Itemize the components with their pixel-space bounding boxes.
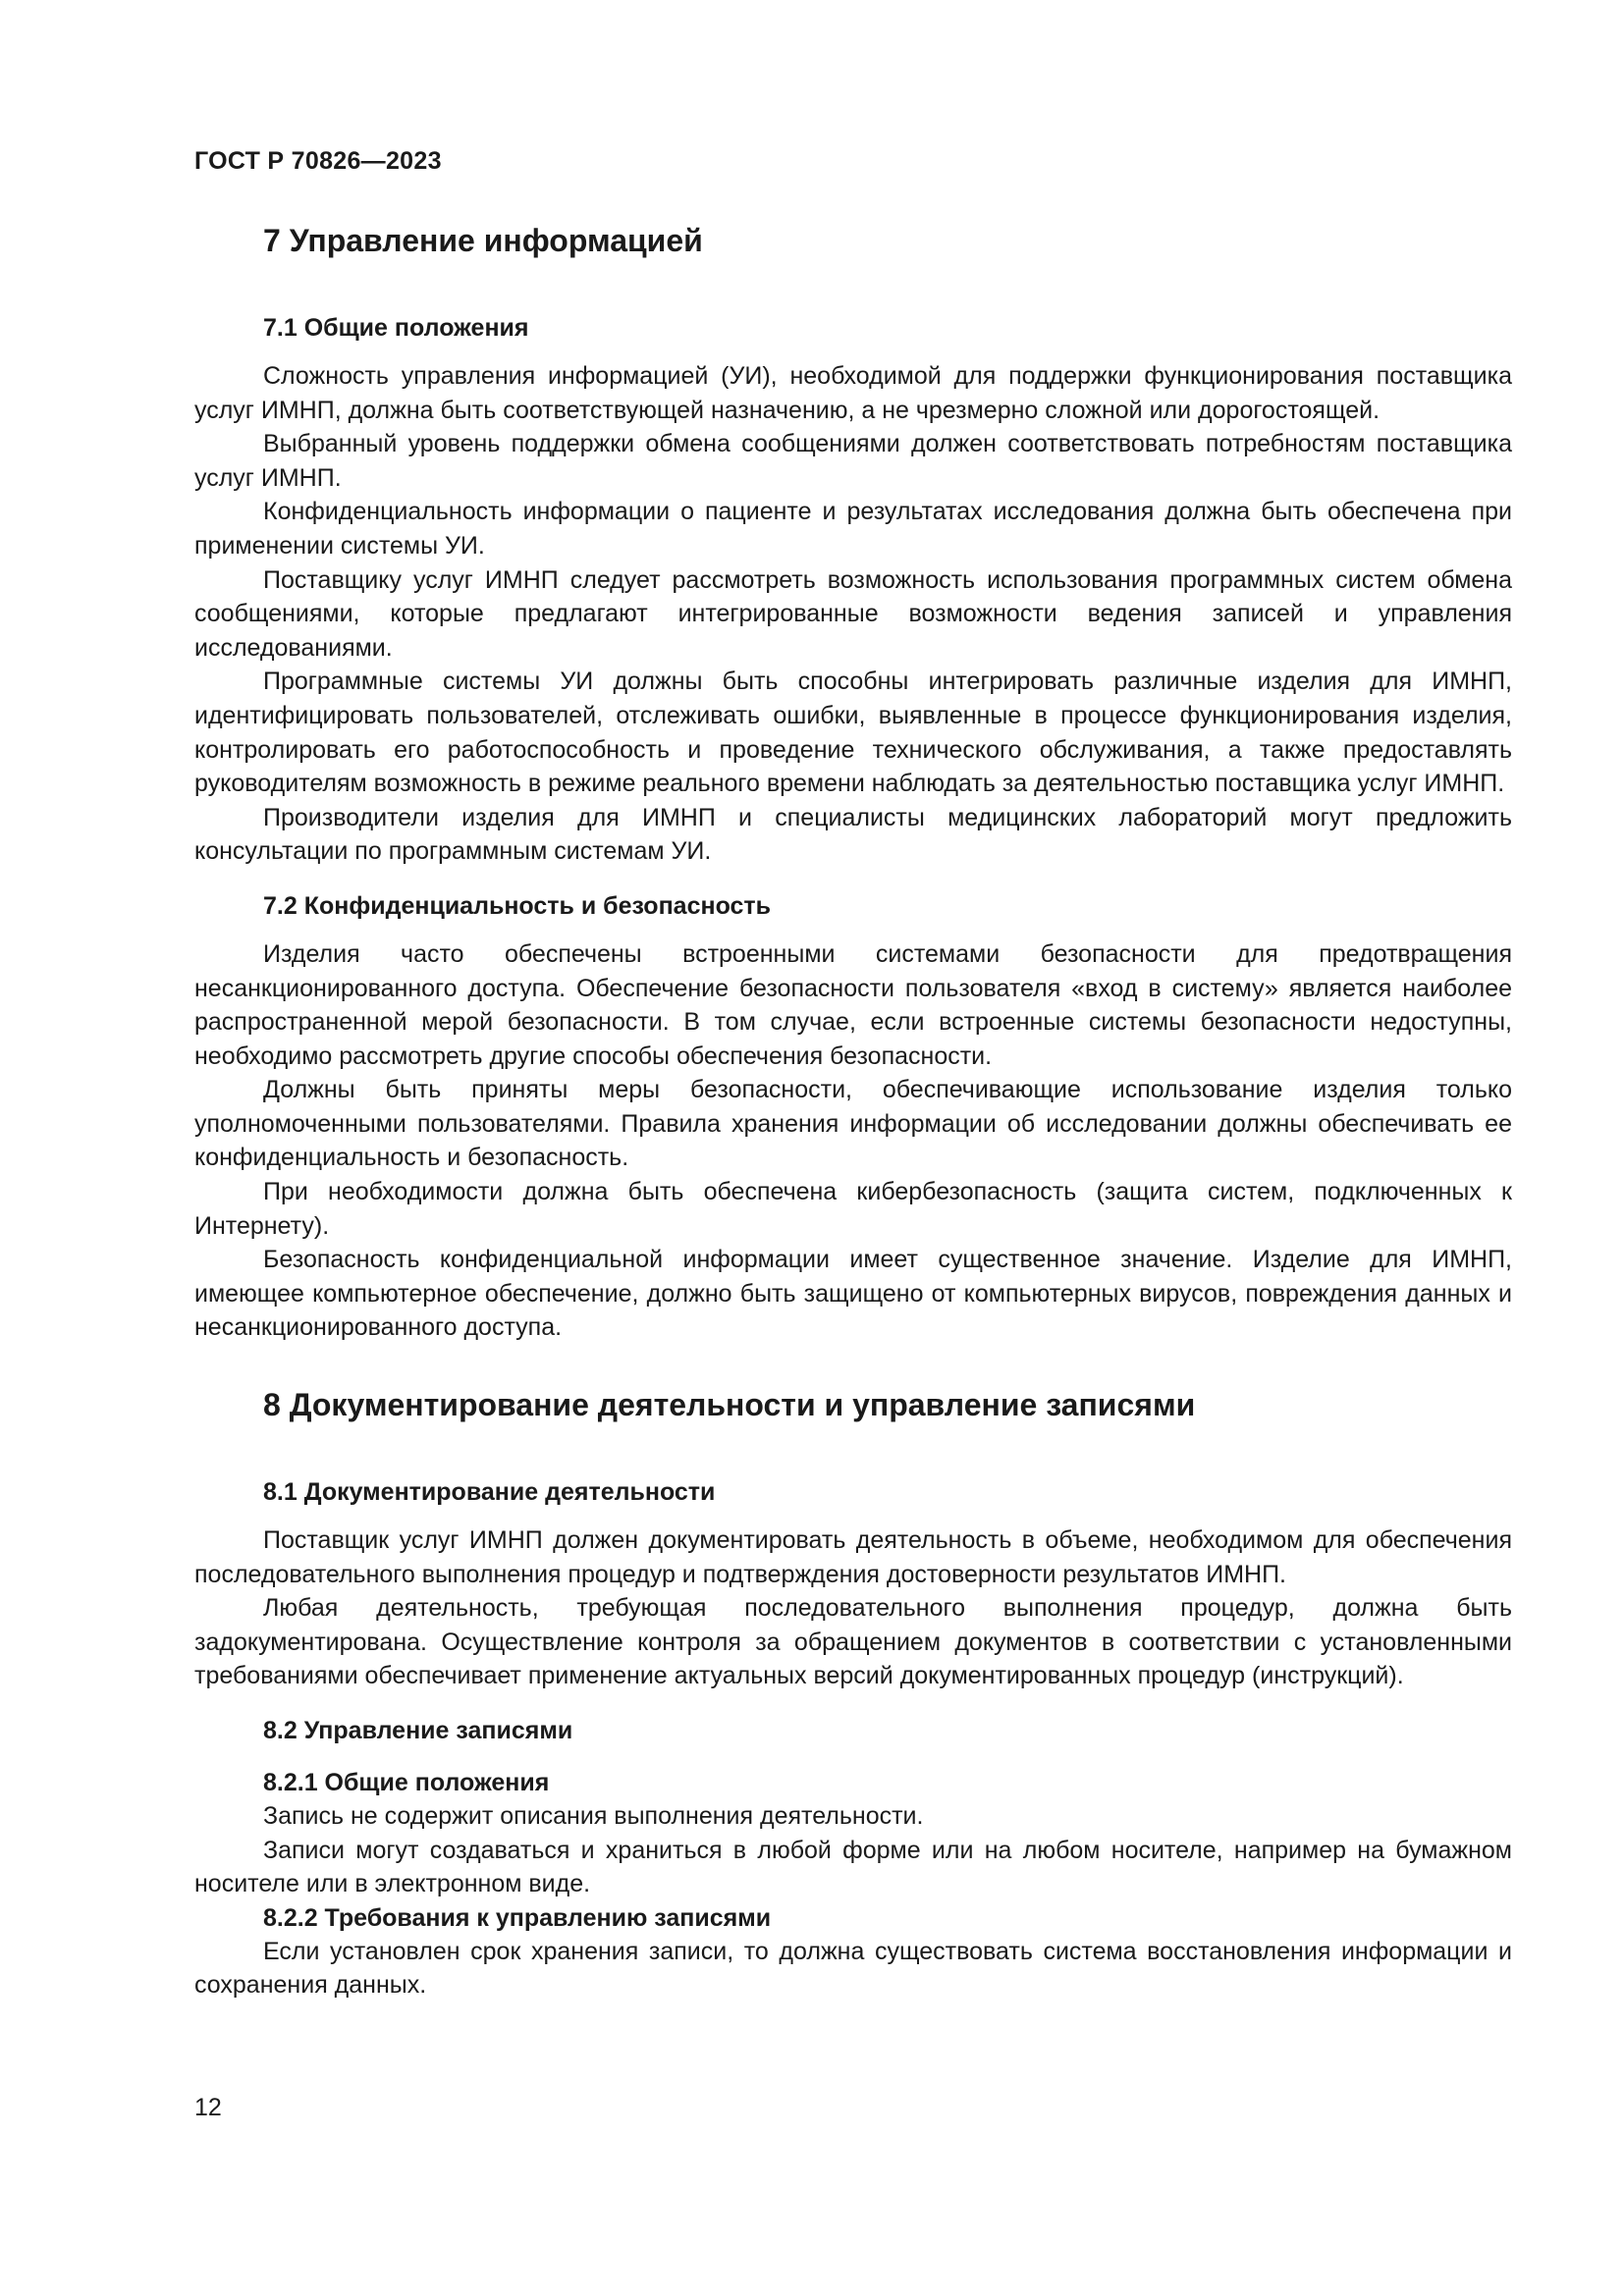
paragraph: Если установлен срок хранения записи, то должна существовать система восстановления информации и сохранения данных. [194, 1937, 1512, 2000]
section-7-heading: 7 Управление информацией [263, 223, 703, 258]
paragraph: Программные системы УИ должны быть способны интегрировать различные изделия для ИМНП, идентифицировать пользователей, отслеживать ошибки, выявленные в процессе функционирования изделия, контролировать его работоспособность и проведение технического обслуживания, а также предоставлять руководителям возможность в режиме реального времени наблюдать за деятельностью поставщика услуг ИМНП. [194, 667, 1512, 798]
paragraph: Выбранный уровень поддержки обмена сообщениями должен соответствовать потребностям поставщика услуг ИМНП. [194, 430, 1512, 492]
section-8-heading: 8 Документирование деятельности и управление записями [263, 1387, 1196, 1423]
page-number: 12 [194, 2094, 222, 2121]
paragraph: Запись не содержит описания выполнения деятельности. [263, 1802, 924, 1830]
paragraph: Поставщик услуг ИМНП должен документировать деятельность в объеме, необходимом для обеспечения последовательного выполнения процедур и подтверждения достоверности результатов ИМНП. [194, 1526, 1512, 1588]
page-header: ГОСТ Р 70826—2023 [194, 147, 442, 175]
paragraph: Производители изделия для ИМНП и специалисты медицинских лабораторий могут предложить консультации по программным системам УИ. [194, 803, 1512, 866]
paragraph: Конфиденциальность информации о пациенте и результатах исследования должна быть обеспечена при применении системы УИ. [194, 498, 1512, 560]
paragraph: Изделия часто обеспечены встроенными системами безопасности для предотвращения несанкционированного доступа. Обеспечение безопасности пользователя «вход в систему» является наиболее распространенной мерой безопасности. В том случае, если встроенные системы безопасности недоступны, необходимо рассмотреть другие способы обеспечения безопасности. [194, 939, 1512, 1070]
paragraph: Записи могут создаваться и храниться в любой форме или на любом носителе, например на бумажном носителе или в электронном виде. [194, 1836, 1512, 1898]
section-7-1-heading: 7.1 Общие положения [263, 314, 529, 342]
document-body [194, 218, 1512, 2002]
paragraph: Должны быть приняты меры безопасности, обеспечивающие использование изделия только уполномоченными пользователями. Правила хранения информации об исследовании должны обеспечивать ее конфиденциальность и безопасность. [194, 1076, 1512, 1172]
paragraph: Любая деятельность, требующая последовательного выполнения процедур, должна быть задокументирована. Осуществление контроля за обращением документов в соответствии с установленными требованиями обеспечивает применение актуальных версий документированных процедур (инструкций). [194, 1594, 1512, 1690]
section-8-2-heading: 8.2 Управление записями [263, 1717, 573, 1744]
paragraph: При необходимости должна быть обеспечена кибербезопасность (защита систем, подключенных к Интернету). [194, 1178, 1512, 1240]
section-8-1-heading: 8.1 Документирование деятельности [263, 1478, 716, 1507]
section-8-2-2-heading: 8.2.2 Требования к управлению записями [263, 1903, 772, 1932]
section-8-2-1-heading: 8.2.1 Общие положения [263, 1769, 550, 1796]
paragraph: Поставщику услуг ИМНП следует рассмотреть возможность использования программных систем обмена сообщениями, которые предлагают интегрированные возможности ведения записей и управления исследованиями. [194, 565, 1512, 662]
section-7-2-heading: 7.2 Конфиденциальность и безопасность [263, 891, 772, 920]
paragraph: Сложность управления информацией (УИ), необходимой для поддержки функционирования поставщика услуг ИМНП, должна быть соответствующей назначению, а не чрезмерно сложной или дорогостоящей. [194, 362, 1512, 424]
paragraph: Безопасность конфиденциальной информации имеет существенное значение. Изделие для ИМНП, имеющее компьютерное обеспечение, должно быть защищено от компьютерных вирусов, повреждения данных и несанкционированного доступа. [194, 1246, 1512, 1342]
